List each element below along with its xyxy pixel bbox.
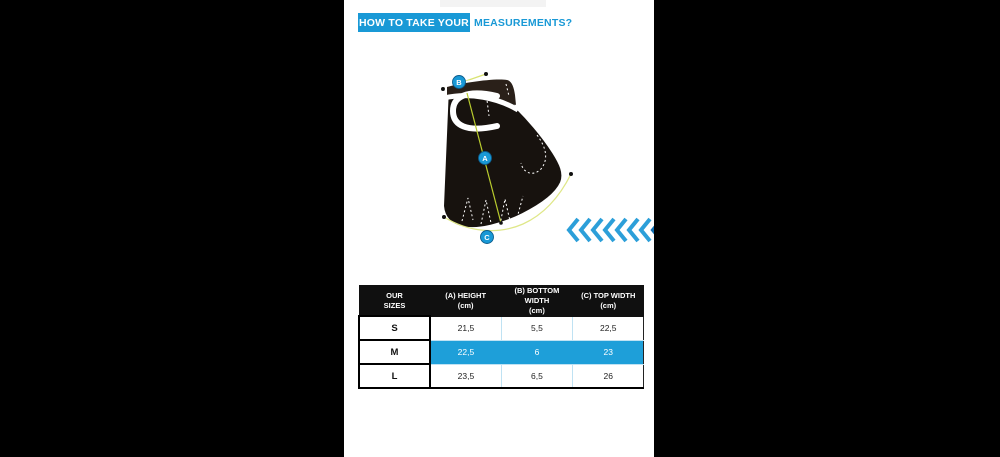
size-label: S bbox=[359, 316, 430, 340]
top-cropped-strip bbox=[440, 0, 546, 7]
size-row-s[interactable] bbox=[359, 316, 644, 340]
col-header-bottom-width bbox=[501, 286, 572, 317]
col-header-height bbox=[430, 286, 501, 317]
col-header-line1: (B) BOTTOM WIDTH bbox=[514, 286, 560, 305]
top-width-value: 23 bbox=[573, 340, 644, 364]
page-title bbox=[358, 13, 572, 32]
marker-b-label: B bbox=[456, 77, 462, 87]
marker-a-label: A bbox=[482, 153, 488, 163]
col-header-line1: (A) HEIGHT bbox=[445, 291, 487, 300]
size-table-header-row bbox=[359, 286, 644, 317]
marker-c-label: C bbox=[484, 232, 490, 242]
col-header-line2: (cm) bbox=[457, 300, 474, 310]
col-header-line2: (cm) bbox=[600, 300, 617, 310]
bottom-width-value: 6,5 bbox=[501, 364, 572, 388]
marker-a bbox=[479, 152, 492, 165]
marker-b bbox=[453, 76, 466, 89]
col-header-top-width bbox=[573, 286, 644, 317]
top-width-value: 22,5 bbox=[573, 316, 644, 340]
height-value: 21,5 bbox=[430, 316, 501, 340]
height-value: 23,5 bbox=[430, 364, 501, 388]
size-row-m-selected[interactable] bbox=[359, 340, 644, 364]
chevrons-left-icon bbox=[569, 219, 654, 241]
col-header-our-sizes bbox=[359, 286, 430, 317]
size-label: L bbox=[359, 364, 430, 388]
col-header-line2: (cm) bbox=[529, 305, 545, 315]
size-table bbox=[358, 285, 644, 389]
bottom-width-value: 6 bbox=[501, 340, 572, 364]
height-value: 22,5 bbox=[430, 340, 501, 364]
top-width-value: 26 bbox=[573, 364, 644, 388]
size-row-l[interactable] bbox=[359, 364, 644, 388]
bottom-width-value: 5,5 bbox=[501, 316, 572, 340]
col-header-line1: OUR bbox=[386, 290, 403, 300]
marker-c bbox=[481, 231, 494, 244]
col-header-line1: (C) TOP WIDTH bbox=[581, 291, 636, 300]
measurement-figure bbox=[420, 58, 654, 254]
size-label: M bbox=[359, 340, 430, 364]
page-title-highlight: HOW TO TAKE YOUR bbox=[358, 13, 470, 32]
content-panel bbox=[344, 0, 654, 457]
col-header-line2: SIZES bbox=[383, 300, 406, 310]
page-title-rest: MEASUREMENTS? bbox=[474, 16, 573, 29]
